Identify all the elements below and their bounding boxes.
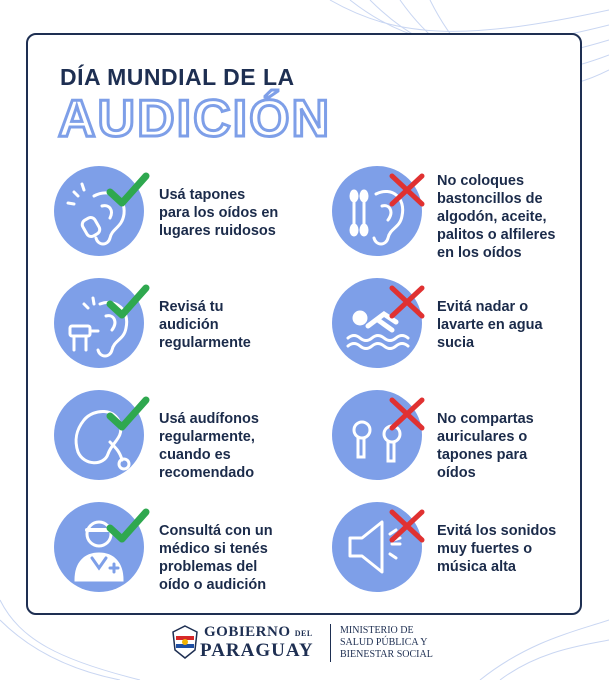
dont-text: No coloques bastoncillos de algodón, aceite, palitos o alfileres en los oídos: [437, 173, 556, 261]
do-text: Usá tapones para los oídos en lugares ruidosos: [159, 187, 279, 239]
check-mark-icon: [104, 394, 152, 434]
dont-text: Evitá los sonidos muy fuertes o música alta: [437, 523, 557, 575]
cross-mark-icon: [382, 394, 430, 434]
do-item-doctor: [54, 502, 324, 612]
do-item-earplugs: [54, 166, 324, 276]
dont-item-loud-sounds: [332, 502, 602, 612]
ministry-name: MINISTERIO DE SALUD PÚBLICA Y BIENESTAR SOCIAL: [340, 625, 433, 660]
check-mark-icon: [104, 282, 152, 322]
government-country: PARAGUAY: [200, 640, 314, 661]
footer-divider: [330, 624, 331, 662]
check-mark-icon: [104, 506, 152, 546]
cross-mark-icon: [382, 282, 430, 322]
dont-item-cotton-swabs: [332, 166, 602, 276]
check-mark-icon: [104, 170, 152, 210]
title-line-1: DÍA MUNDIAL DE LA: [60, 64, 295, 90]
cross-mark-icon: [382, 506, 430, 546]
government-name: GOBIERNO DEL: [204, 624, 313, 640]
do-text: Usá audífonos regularmente, cuando es recomendado: [159, 411, 259, 481]
footer-logos: [170, 618, 450, 668]
do-item-checkup: [54, 278, 324, 388]
do-text: Revisá tu audición regularmente: [159, 299, 251, 351]
dont-item-sharing: [332, 390, 602, 500]
do-item-hearing-aids: [54, 390, 324, 500]
cross-mark-icon: [382, 170, 430, 210]
dont-text: Evitá nadar o lavarte en agua sucia: [437, 299, 543, 351]
do-text: Consultá con un médico si tenés problemas del oído o audición: [159, 523, 273, 593]
dont-text: No compartas auriculares o tapones para oídos: [437, 411, 534, 481]
title-audicion-text: AUDICIÓN: [58, 90, 332, 148]
government-seal-icon: [170, 624, 200, 660]
dont-item-swimming: [332, 278, 602, 388]
title-line-2: [58, 86, 338, 148]
